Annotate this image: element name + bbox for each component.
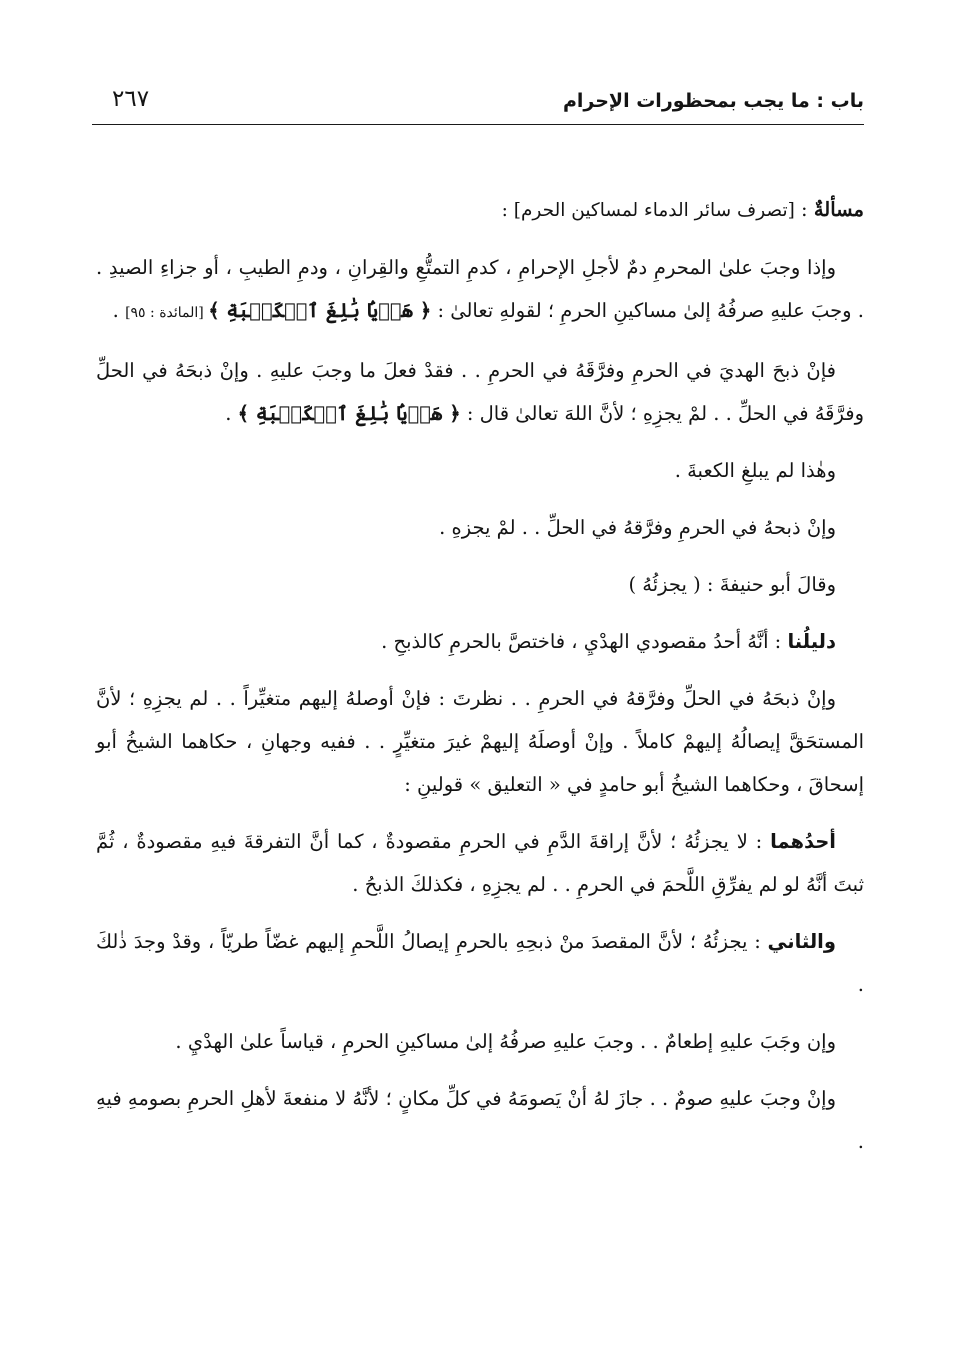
first-view-label: أحدُهما [770, 830, 836, 853]
paragraph-2 [96, 349, 864, 435]
chapter-title: باب : ما يجب بمحظورات الإحرام [562, 90, 864, 112]
issue-colon: : [794, 198, 814, 221]
paragraph-7: وإنْ ذبحَهُ في الحلِّ وفرَّقهُ في الحرمِ . . نظرتَ : فإنْ أوصلهُ إليهم متغيِّراً . . لم يجزِهِ ؛ لأنَّ المستحَقَّ إيصالُهُ إليهمْ كاملاً . وإنْ أوصلَهُ إليهمْ غيرَ متغيِّرٍ . . ففيه وجهانِ ، حكاهما الشيخُ أبو إسحاقَ ، وحكاهما الشيخُ أبو حامدٍ في « التعليق » قولينِ : [96, 687, 864, 796]
page-number: ٢٦٧ [112, 86, 150, 112]
issue-title: [تصرف سائر الدماء لمساكين الحرم] : [501, 200, 795, 221]
quran-verse: ﴿ هَدۡيَۢا بَٰلِغَ ٱلۡكَعۡبَةِ ﴾ [208, 299, 432, 322]
second-view-label: والثاني [767, 930, 836, 953]
paragraph-3: وهٰذا لم يبلغِ الكعبةَ . [674, 459, 836, 482]
paragraph-6 [96, 620, 864, 663]
paragraph-9 [96, 920, 864, 1006]
paragraph-2-end: . [225, 402, 238, 425]
paragraph-1-end: . [112, 299, 126, 322]
paragraph-9-text: : يجزئُهُ ؛ لأنَّ المقصدَ منْ ذبحِهِ بالحرمِ إيصالُ اللَّحمِ إليهم غضّاً طريّاً ، وقدْ وجدَ ذٰلكَ . [96, 930, 864, 996]
issue-heading [96, 188, 864, 232]
issue-label: مسألةٌ [813, 198, 864, 221]
running-header [92, 86, 864, 124]
paragraph-8-text: : لا يجزئُهُ ؛ لأنَّ إراقةَ الدَّمِ في الحرمِ مقصودةٌ ، كما أنَّ التفرقةَ فيهِ مقصودةٌ ، ثُمَّ ثبتَ أنَّهُ لو لم يفرِّقِ اللَّحمَ في الحرمِ . . لم يجزِهِ ، فكذلكَ الذبحُ . [96, 830, 864, 896]
main-text [96, 188, 864, 1177]
quran-verse: ﴿ هَدۡيَۢا بَٰلِغَ ٱلۡكَعۡبَةِ ﴾ [237, 402, 461, 425]
paragraph-5: وقالَ أبو حنيفةَ : ( يجزئُهُ ) [628, 573, 836, 596]
paragraph-6-text: : أنَّهُ أحدُ مقصودي الهدْيِ ، فاختصَّ بالحرمِ كالذبحِ . [381, 630, 788, 653]
paragraph-11: وإنْ وجبَ عليهِ صومٌ . . جازَ لهُ أنْ يَصومَهُ في كلِّ مكانٍ ؛ لأنَّهُ لا منفعةَ لأهلِ الحرمِ بصومهِ فيهِ . [96, 1087, 864, 1153]
paragraph-10: وإن وجَبَ عليهِ إطعامٌ . . وجبَ عليهِ صرفُهُ إلىٰ مساكينِ الحرمِ ، قياساً علىٰ الهدْيِ . [175, 1030, 836, 1053]
paragraph-1 [96, 246, 864, 335]
paragraph-8 [96, 820, 864, 906]
paragraph-2-text: فإنْ ذبحَ الهديَ في الحرمِ وفرَّقَهُ في الحرمِ . . فقدْ فعلَ ما وجبَ عليهِ . وإنْ ذبحَهُ في الحلِّ وفرَّقَهُ في الحلِّ . . لمْ يجزِهِ ؛ لأنَّ اللهَ تعالىٰ قال : [96, 359, 864, 425]
header-rule [92, 124, 864, 125]
paragraph-1-text: وإذا وجبَ علىٰ المحرمِ دمٌ لأجلِ الإحرامِ ، كدمِ التمتُّعِ والقِرانِ ، ودمِ الطيبِ ، أو جزاءِ الصيدِ . . وجبَ عليهِ صرفُهُ إلىٰ مساكينِ الحرمِ ؛ لقولهِ تعالىٰ : [96, 256, 864, 322]
evidence-label: دليلُنا [787, 630, 836, 653]
verse-reference: [المائدة : ٩٥] [125, 305, 209, 321]
paragraph-4: وإنْ ذبحهُ في الحرمِ وفرَّقهُ في الحلِّ . . لمْ يجزهِ . [439, 516, 836, 539]
